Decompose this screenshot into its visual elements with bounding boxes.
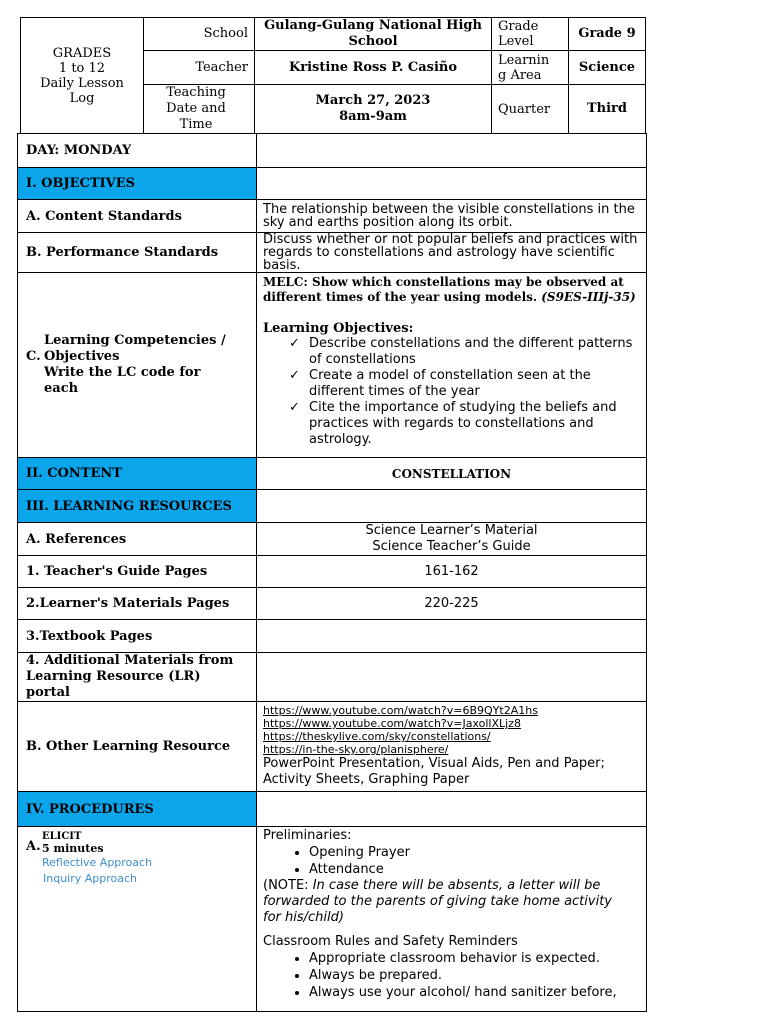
rule-item: • Appropriate classroom behavior is expected. [309,950,646,967]
references-value: Science Learner’s Material Science Teacher’s Guide [257,523,647,556]
textbook-pages-label: 3.Textbook Pages [18,620,257,653]
resource-link[interactable]: https://in-the-sky.org/planisphere/ [263,743,449,756]
approach-inquiry: Inquiry Approach [43,872,138,885]
other-resources-label: B. Other Learning Resource [18,702,257,792]
learners-materials-label: 2.Learner's Materials Pages [18,588,257,620]
rule-item: • Always use your alcohol/ hand sanitizer before, [309,984,646,1001]
learning-objective-item: ✓ Create a model of constellation seen at the different times of the year [289,368,646,400]
content-heading: II. CONTENT [18,458,257,490]
learning-area-label: Learnin g Area [492,51,569,85]
rules-list [263,950,646,1001]
school-label: School [144,18,255,51]
school-value: Gulang-Gulang National High School [255,18,492,51]
day-value [257,134,647,168]
learning-resources-heading: III. LEARNING RESOURCES [18,490,257,523]
procedures-heading: IV. PROCEDURES [18,792,257,827]
teachers-guide-label: 1. Teacher's Guide Pages [18,556,257,588]
learning-area-value: Science [569,51,646,85]
rule-item: • Always be prepared. [309,967,646,984]
elicit-content: Preliminaries: • Opening Prayer • Attendance (NOTE: In case there will be absents, a letter will be forwarded to the parents of giving take home activity for his/child) Classroom Rules and Safety Reminders • Appropriate classroom behavior is expected. • Always be prepared. • Always use your alcohol/ hand sanitizer before, [257,827,647,1012]
quarter-value: Third [569,85,646,134]
performance-standards-label: B. Performance Standards [18,233,257,273]
learning-competencies-label: C. Learning Competencies / Objectives Write the LC code for each [18,273,257,458]
preliminary-item: • Opening Prayer [309,844,646,861]
teacher-value: Kristine Ross P. Casiño [255,51,492,85]
lesson-table [17,133,647,1012]
learning-objective-item: ✓ Describe constellations and the different patterns of constellations [289,336,646,368]
learning-objectives-list [263,336,646,448]
approach-reflective: Reflective Approach [42,856,153,869]
content-standards-label: A. Content Standards [18,200,257,233]
teacher-label: Teacher [144,51,255,85]
learning-competencies-text: MELC: Show which constellations may be observed at different times of the year using models. (S9ES-IIIj-35) Learning Objectives: ✓ Describe constellations and the different patterns of constellations ✓ Create a model of constellation seen at the different times of the year ✓ Cite the importance of studying the beliefs and practices with regards to constellations and astrology. [257,273,647,458]
elicit-label: A. ELICIT 5 minutes Reflective Approach Inquiry Approach [18,827,257,1012]
resource-link[interactable]: https://www.youtube.com/watch?v=JaxollXLjz8 [263,717,521,730]
preliminary-item: • Attendance [309,861,646,878]
header-table [20,17,646,134]
content-standards-text: The relationship between the visible constellations in the sky and earths position along its orbit. [257,200,647,233]
preliminaries-list [263,844,646,878]
resource-link[interactable]: https://www.youtube.com/watch?v=6B9QYt2A1hs [263,704,538,717]
performance-standards-text: Discuss whether or not popular beliefs and practices with regards to constellations and astrology have scientific basis. [257,233,647,273]
date-label: Teaching Date and Time [144,85,255,134]
grade-level-value: Grade 9 [569,18,646,51]
textbook-pages-value [257,620,647,653]
objectives-heading: I. OBJECTIVES [18,168,257,200]
dll-title: GRADES 1 to 12 Daily Lesson Log [21,18,144,134]
references-label: A. References [18,523,257,556]
learners-materials-value: 220-225 [257,588,647,620]
date-value: March 27, 2023 8am-9am [255,85,492,134]
grade-level-label: Grade Level [492,18,569,51]
additional-materials-label: 4. Additional Materials from Learning Resource (LR) portal [18,653,257,702]
content-value: CONSTELLATION [257,458,647,490]
teachers-guide-value: 161-162 [257,556,647,588]
learning-objective-item: ✓ Cite the importance of studying the beliefs and practices with regards to constellations and astrology. [289,400,646,448]
other-resources-value: https://www.youtube.com/watch?v=6B9QYt2A1hs https://www.youtube.com/watch?v=JaxollXLjz8 https://theskylive.com/sky/constellations/ https://in-the-sky.org/planisphere/ PowerPoint Presentation, Visual Aids, Pen and Paper; Activity Sheets, Graphing Paper [257,702,647,792]
resource-link[interactable]: https://theskylive.com/sky/constellations/ [263,730,491,743]
day-label: DAY: MONDAY [18,134,257,168]
quarter-label: Quarter [492,85,569,134]
